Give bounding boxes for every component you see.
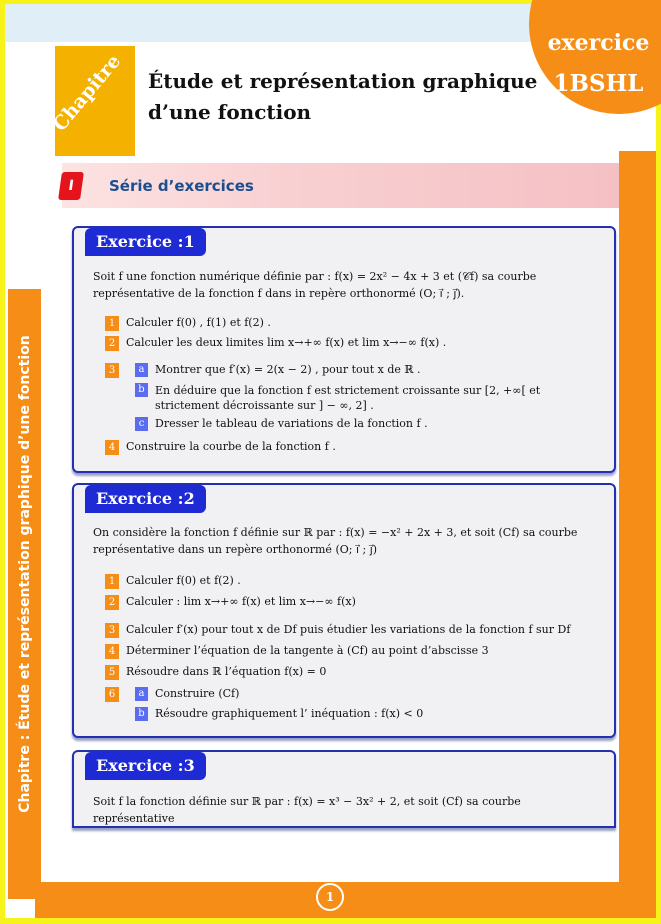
bottom-border-bar <box>35 882 656 918</box>
exercise-2-q6b: Résoudre graphiquement l’ inéquation : f(x) < 0 <box>155 707 424 720</box>
exercise-2-q2: Calculer : lim x→+∞ f(x) et lim x→−∞ f(x) <box>126 595 356 608</box>
question-number: 4 <box>105 644 119 659</box>
exercise-2-q1: Calculer f(0) et f(2) . <box>126 574 241 587</box>
exercise-3-title: Exercice :3 <box>85 752 206 780</box>
subquestion-letter: a <box>135 687 148 701</box>
exercise-1-intro: Soit f une fonction numérique définie par : f(x) = 2x² − 4x + 3 et (𝒞f) sa courbe représentative de la fonction f dans in repère orthonormé (O; i⃗ ; j⃗). <box>93 270 537 300</box>
section-title: Série d’exercices <box>109 177 254 195</box>
exercise-1-q4: Construire la courbe de la fonction f . <box>126 440 336 453</box>
question-number: 1 <box>105 574 119 589</box>
subquestion-letter: a <box>135 363 148 377</box>
subquestion-letter: c <box>135 417 148 431</box>
right-border-bar <box>619 151 656 918</box>
exercise-1-q3b: En déduire que la fonction f est strictement croissante sur [2, +∞[ et strictement décroissante sur ] − ∞, 2] . <box>155 384 541 412</box>
exercise-2-q5: Résoudre dans ℝ l’équation f(x) = 0 <box>126 665 327 678</box>
subquestion-letter: b <box>135 707 148 721</box>
question-number: 1 <box>105 316 119 331</box>
chapter-title: Étude et représentation graphique d’une fonction <box>148 69 538 124</box>
exercise-3-intro: Soit f la fonction définie sur ℝ par : f(x) = x³ − 3x² + 2, et soit (Cf) sa courbe représentative <box>93 795 521 825</box>
exercise-2-title: Exercice :2 <box>85 485 206 513</box>
exercise-1-q2: Calculer les deux limites lim x→+∞ f(x) et lim x→−∞ f(x) . <box>126 336 447 349</box>
exercise-2-box <box>72 483 616 738</box>
question-number: 3 <box>105 363 119 378</box>
exercise-1-title: Exercice :1 <box>85 228 206 256</box>
question-number: 3 <box>105 623 119 638</box>
subquestion-letter: b <box>135 383 148 397</box>
exercise-2-q4: Déterminer l’équation de la tangente à (Cf) au point d’abscisse 3 <box>126 644 489 657</box>
question-number: 2 <box>105 336 119 351</box>
question-number: 5 <box>105 665 119 680</box>
exercise-2-intro: On considère la fonction f définie sur ℝ par : f(x) = −x² + 2x + 3, et soit (Cf) sa courbe représentative dans un repère orthonormé (O; i⃗ ; j⃗) <box>93 526 578 556</box>
exercise-1-q1: Calculer f(0) , f(1) et f(2) . <box>126 316 271 329</box>
question-number: 4 <box>105 440 119 455</box>
badge-line1: exercice <box>547 30 650 56</box>
sidebar-text: Chapitre : Étude et représentation graphique d’une fonction <box>17 335 33 813</box>
question-number: 2 <box>105 595 119 610</box>
chapter-label: Chapitre <box>48 50 126 136</box>
exercise-1-q3c: Dresser le tableau de variations de la fonction f . <box>155 417 428 430</box>
exercise-2-q3: Calculer f′(x) pour tout x de Df puis étudier les variations de la fonction f sur Df <box>126 623 571 636</box>
page <box>5 4 656 918</box>
badge-line2: 1BSHL <box>553 70 644 97</box>
question-number: 6 <box>105 687 119 702</box>
exercise-2-q6a: Construire (Cf) <box>155 687 240 700</box>
page-number: 1 <box>316 883 344 911</box>
section-marker: I <box>58 172 84 200</box>
chapter-sidebar <box>8 289 41 899</box>
exercise-1-q3a: Montrer que f′(x) = 2(x − 2) , pour tout x de ℝ . <box>155 363 421 376</box>
